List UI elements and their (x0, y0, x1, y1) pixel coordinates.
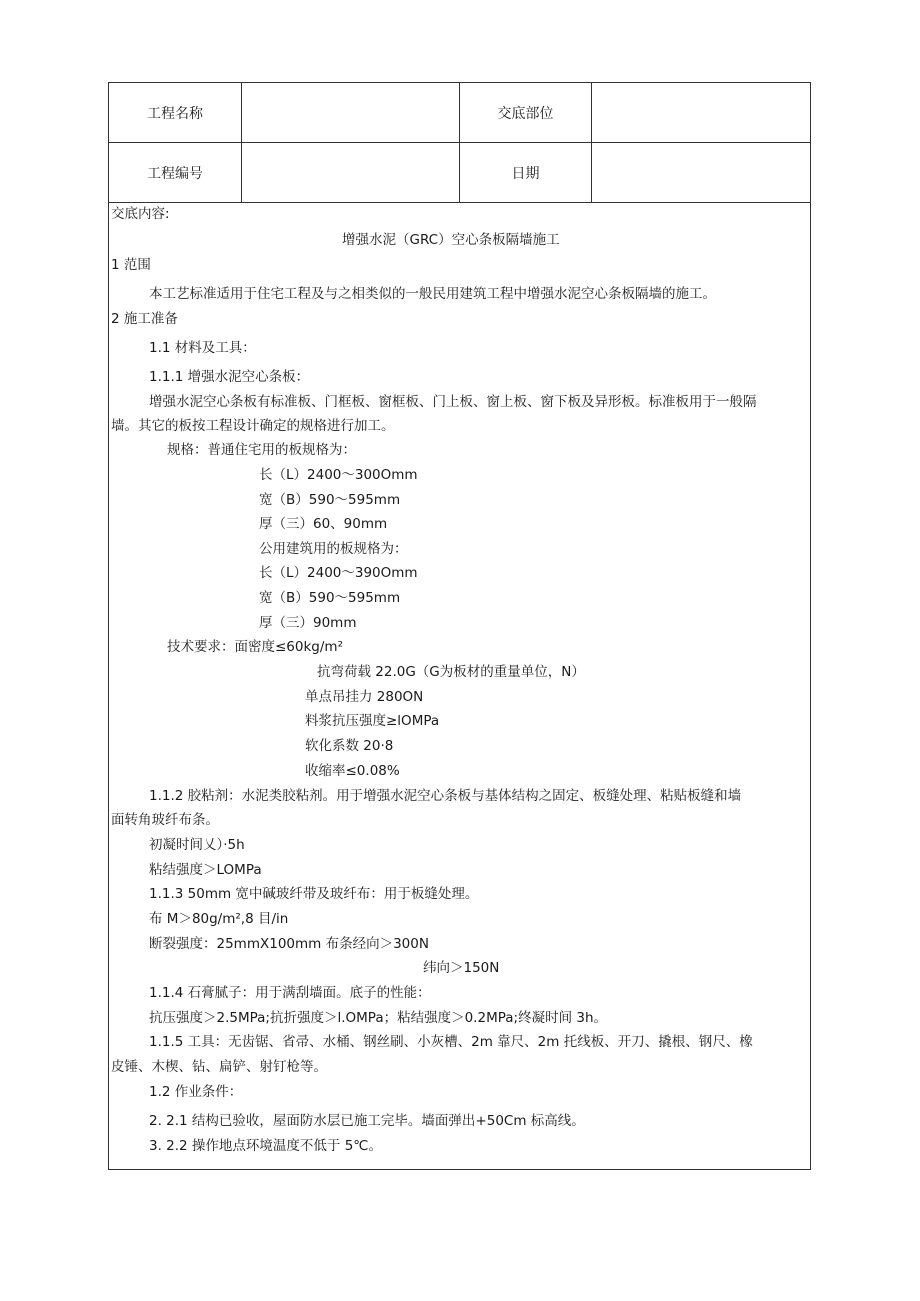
spec-line: 粘结强度＞LOMPa (149, 862, 262, 878)
spec-line: 收缩率≤0.08% (305, 763, 400, 779)
date-label: 日期 (460, 143, 592, 202)
project-no-label: 工程编号 (109, 143, 242, 202)
spec-line: 宽（B）590～595mm (259, 492, 401, 508)
spec-line: 抗压强度＞2.5MPa;抗折强度＞l.OMPa；粘结强度＞0.2MPa;终凝时间 3h。 (149, 1010, 608, 1026)
paragraph: 3. 2.2 操作地点环境温度不低于 5℃。 (149, 1138, 382, 1154)
subsection-heading: 1.1.2 胶粘剂：水泥类胶粘剂。用于增强水泥空心条板与基体结构之固定、板缝处理、粘贴板缝和墙 (149, 788, 742, 804)
spec-line: 宽（B）590～595mm (259, 590, 401, 606)
spec-line: 单点吊挂力 280ON (305, 689, 424, 705)
paragraph: 墙。其它的板按工程设计确定的规格进行加工。 (111, 418, 395, 434)
section-heading: 2 施工准备 (111, 311, 178, 327)
paragraph: 本工艺标准适用于住宅工程及与之相类似的一般民用建筑工程中增强水泥空心条板隔墙的施工。 (149, 286, 716, 302)
spec-line: 厚（三）60、90mm (259, 516, 388, 532)
spec-line: 长（L）2400～390Omm (259, 565, 418, 581)
paragraph: 2. 2.1 结构已验收，屋面防水层已施工完毕。墙面弹出+50Cm 标高线。 (149, 1113, 585, 1129)
date-field[interactable] (592, 143, 810, 202)
spec-line: 初凝时间乂）·5h (149, 837, 245, 853)
project-name-field[interactable] (242, 83, 460, 142)
subsection-heading: 1.1.1 增强水泥空心条板： (149, 369, 310, 385)
header-row-1 (109, 83, 810, 143)
content-label: 交底内容: (111, 206, 170, 222)
part-label: 交底部位 (460, 83, 592, 142)
doc-title: 增强水泥（GRC）空心条板隔墙施工 (342, 232, 560, 248)
part-field[interactable] (592, 83, 810, 142)
section-heading: 1 范围 (111, 257, 151, 273)
spec-line: 公用建筑用的板规格为： (259, 541, 408, 557)
spec-line: 料浆抗压强度≥lOMPa (305, 713, 440, 729)
spec-line: 抗弯荷载 22.0G（G为板材的重量单位，N） (317, 664, 585, 680)
project-name-label: 工程名称 (109, 83, 242, 142)
disclosure-form (108, 82, 811, 1170)
paragraph: 面转角玻纤布条。 (111, 812, 219, 828)
subsection-heading: 1.1.4 石膏腻子：用于满刮墙面。底子的性能： (149, 985, 431, 1001)
project-no-field[interactable] (242, 143, 460, 202)
subsection-heading: 1.2 作业条件： (149, 1084, 243, 1100)
spec-line: 厚（三）90mm (259, 615, 357, 631)
paragraph: 增强水泥空心条板有标准板、门框板、窗框板、门上板、窗上板、窗下板及异形板。标准板用于一般隔 (149, 394, 757, 410)
spec-line: 长（L）2400～300Omm (259, 467, 418, 483)
subsection-heading: 1.1.5 工具：无齿锯、省帚、水桶、钢丝刷、小灰槽、2m 靠尺、2m 托线板、开刀、撬根、钢尺、橡 (149, 1034, 753, 1050)
spec-line: 技术要求：面密度≤60kg∕m² (167, 639, 343, 655)
subsection-heading: 1.1 材料及工具： (149, 340, 256, 356)
subsection-heading: 1.1.3 50mm 宽中碱玻纤带及玻纤布：用于板缝处理。 (149, 886, 479, 902)
spec-line: 规格：普通住宅用的板规格为： (167, 442, 356, 458)
spec-line: 布 M＞80g∕m²,8 目/in (149, 911, 289, 927)
spec-line: 断裂强度：25mmX100mm 布条经向＞300N (149, 936, 429, 952)
spec-line: 纬向＞150N (423, 960, 500, 976)
paragraph: 皮锤、木楔、钻、扁铲、射钉枪等。 (111, 1059, 327, 1075)
header-row-2 (109, 143, 810, 203)
spec-line: 软化系数 20·8 (305, 738, 394, 754)
